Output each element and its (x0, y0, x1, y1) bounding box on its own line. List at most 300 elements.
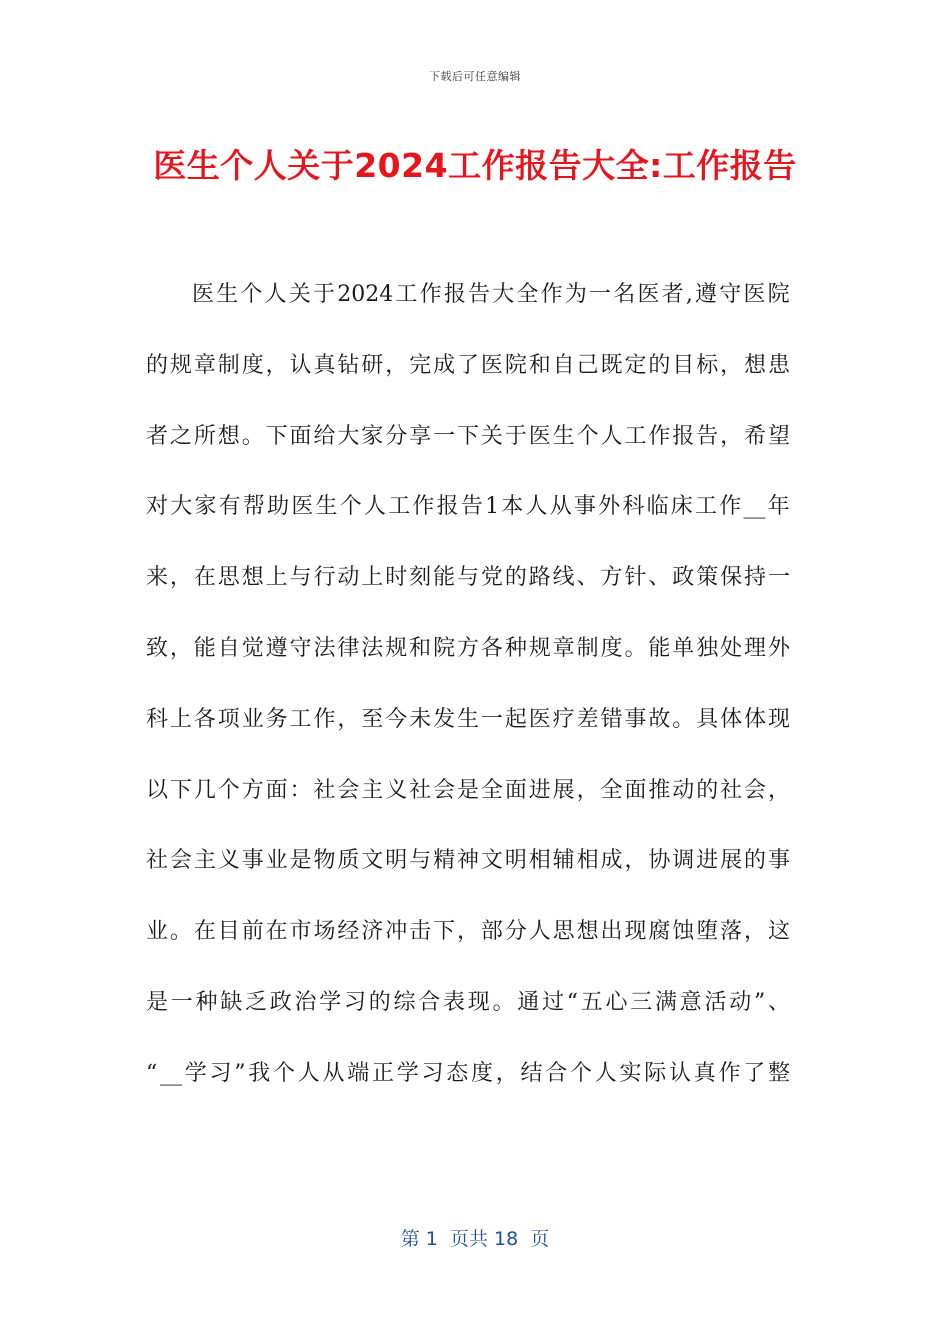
text-glyph: 实 (619, 1060, 642, 1086)
text-glyph: 从 (322, 1060, 345, 1086)
text-glyph: 助 (267, 494, 290, 520)
text-glyph: , (685, 282, 693, 307)
text-glyph: 会 (433, 777, 456, 803)
text-glyph: 的 (504, 565, 527, 591)
text-glyph: ， (624, 848, 647, 874)
text-glyph: 态 (446, 1060, 469, 1086)
text-glyph: 个 (339, 494, 362, 520)
text-glyph: ” (753, 989, 766, 1015)
text-glyph: 部 (480, 919, 503, 945)
text-glyph: 认 (668, 1060, 691, 1086)
text-glyph: 方 (241, 777, 264, 803)
text-glyph: 种 (195, 989, 218, 1015)
text-glyph: 路 (528, 565, 551, 591)
text-glyph: 下 (169, 777, 192, 803)
text-glyph: 综 (393, 989, 416, 1015)
text-glyph: 与 (456, 565, 479, 591)
body-text (146, 270, 790, 1120)
text-glyph: 标 (696, 352, 719, 378)
text-glyph: 作 (719, 494, 742, 520)
text-glyph: “ (566, 989, 578, 1015)
text-glyph: 大 (170, 494, 193, 520)
text-glyph: 报 (436, 494, 459, 520)
text-glyph: 、 (767, 989, 790, 1015)
text-glyph: 家 (361, 423, 384, 449)
text-glyph: 习 (209, 1060, 232, 1086)
text-glyph: ， (169, 635, 192, 661)
text-glyph: 五 (580, 989, 603, 1015)
text-glyph: 动 (672, 777, 695, 803)
text-glyph: 既 (600, 352, 623, 378)
text-glyph: 这 (767, 919, 790, 945)
text-glyph: 是 (289, 848, 312, 874)
text-glyph: 社 (720, 777, 743, 803)
text-glyph: 事 (573, 494, 596, 520)
text-glyph: 调 (672, 848, 695, 874)
text-glyph: 医 (637, 282, 660, 307)
text-glyph: 在 (193, 565, 216, 591)
text-glyph: 告 (696, 423, 719, 449)
text-glyph: 大 (337, 423, 360, 449)
text-glyph: 现 (624, 919, 647, 945)
text-glyph: 定 (624, 352, 647, 378)
text-glyph: 上 (265, 565, 288, 591)
text-glyph: 结 (520, 1060, 543, 1086)
text-glyph: 物 (313, 848, 336, 874)
text-glyph: 作 (313, 706, 336, 732)
text-glyph: 作 (718, 1060, 741, 1086)
text-glyph: 明 (385, 848, 408, 874)
text-glyph: 者 (661, 282, 684, 307)
text-glyph: 规 (385, 635, 408, 661)
text-glyph: 想 (241, 565, 264, 591)
text-glyph: 外 (767, 635, 790, 661)
text-glyph: 科 (622, 494, 645, 520)
text-glyph: 今 (385, 706, 408, 732)
text-glyph: 个 (217, 777, 240, 803)
text-glyph: 了 (456, 352, 479, 378)
text-glyph: 1 (485, 494, 500, 520)
text-glyph: 政 (672, 565, 695, 591)
text-glyph: 现 (767, 706, 790, 732)
text-glyph: 工 (624, 423, 647, 449)
text-glyph: 人 (363, 494, 386, 520)
text-glyph: 成 (600, 848, 623, 874)
text-glyph: 生 (456, 706, 479, 732)
text-glyph: 能 (648, 635, 671, 661)
text-glyph: 望 (767, 423, 790, 449)
text-glyph: 思 (552, 919, 575, 945)
text-glyph: 工 (695, 494, 718, 520)
text-glyph: 想 (744, 352, 767, 378)
text-glyph: 度 (600, 635, 623, 661)
text-glyph: 致 (146, 635, 169, 661)
text-glyph: 故 (648, 706, 671, 732)
text-glyph: 目 (217, 919, 240, 945)
text-glyph: 与 (289, 565, 312, 591)
paragraph-line (146, 412, 790, 483)
text-glyph: 能 (193, 635, 216, 661)
text-glyph: 过 (542, 989, 565, 1015)
text-glyph: 全 (480, 777, 503, 803)
text-glyph: 是 (146, 989, 169, 1015)
text-glyph: 关 (480, 423, 503, 449)
text-glyph: 医 (192, 282, 215, 307)
text-glyph: 章 (193, 352, 216, 378)
paragraph-line (146, 907, 790, 978)
text-glyph: 生 (552, 423, 575, 449)
text-glyph: 作 (648, 423, 671, 449)
text-glyph: 习 (344, 989, 367, 1015)
text-glyph: 治 (294, 989, 317, 1015)
text-glyph: ， (337, 706, 360, 732)
text-glyph: 会 (744, 777, 767, 803)
paragraph-line (146, 270, 790, 341)
text-glyph: 业 (241, 706, 264, 732)
text-glyph: 给 (313, 423, 336, 449)
text-glyph: 医 (528, 423, 551, 449)
text-glyph: 一 (589, 282, 612, 307)
text-glyph: 业 (265, 848, 288, 874)
text-glyph: 所 (193, 423, 216, 449)
text-glyph: 事 (241, 848, 264, 874)
text-glyph: 心 (605, 989, 628, 1015)
text-glyph: 规 (169, 352, 192, 378)
text-glyph: 人 (600, 423, 623, 449)
text-glyph: 认 (289, 352, 312, 378)
text-glyph: 方 (456, 635, 479, 661)
text-glyph: 对 (146, 494, 169, 520)
text-glyph: 事 (767, 848, 790, 874)
text-glyph: 意 (679, 989, 702, 1015)
text-glyph: 真 (693, 1060, 716, 1086)
text-glyph: 社 (146, 848, 169, 874)
text-glyph: 。 (241, 423, 264, 449)
text-glyph: 医 (528, 706, 551, 732)
text-glyph: 人 (525, 494, 548, 520)
text-glyph: 会 (169, 848, 192, 874)
text-glyph: 合 (418, 989, 441, 1015)
text-glyph: “ (146, 1060, 158, 1086)
text-glyph: 协 (648, 848, 671, 874)
text-glyph: 患 (767, 352, 790, 378)
text-glyph: 。 (672, 706, 695, 732)
text-glyph: 院 (767, 282, 790, 307)
text-glyph: 表 (443, 989, 466, 1015)
text-glyph: 质 (337, 848, 360, 874)
text-glyph: 下 (433, 919, 456, 945)
text-glyph: 规 (528, 635, 551, 661)
text-glyph: 为 (564, 282, 587, 307)
text-glyph: 觉 (241, 635, 264, 661)
text-glyph: 的 (696, 777, 719, 803)
text-glyph: 社 (409, 777, 432, 803)
text-glyph: 钻 (337, 352, 360, 378)
text-glyph: 未 (409, 706, 432, 732)
text-glyph: 生 (216, 282, 239, 307)
text-glyph: 面 (504, 777, 527, 803)
text-glyph: 下 (456, 423, 479, 449)
text-glyph: 社 (313, 777, 336, 803)
text-glyph: 事 (624, 706, 647, 732)
text-glyph: 政 (269, 989, 292, 1015)
text-glyph: 报 (672, 423, 695, 449)
text-glyph: 面 (289, 423, 312, 449)
text-glyph: 、 (576, 565, 599, 591)
text-glyph: 真 (313, 352, 336, 378)
text-glyph: 现 (467, 989, 490, 1015)
text-glyph: ， (169, 565, 192, 591)
text-glyph: 医 (480, 352, 503, 378)
page-number-footer: 第 1 页共 18 页 (400, 1228, 550, 1250)
text-glyph: 了 (743, 1060, 766, 1086)
text-glyph: 上 (361, 565, 384, 591)
text-glyph: 刻 (409, 565, 432, 591)
text-glyph: 床 (670, 494, 693, 520)
text-glyph: 人 (297, 1060, 320, 1086)
text-glyph: 整 (767, 1060, 790, 1086)
text-glyph: 体 (744, 706, 767, 732)
text-glyph: 出 (600, 919, 623, 945)
text-glyph: 一 (767, 565, 790, 591)
text-glyph: 人 (264, 282, 287, 307)
text-glyph: 是 (456, 777, 479, 803)
text-glyph: 进 (696, 848, 719, 874)
text-glyph: 习 (421, 1060, 444, 1086)
text-glyph: 工 (289, 706, 312, 732)
text-glyph: 我 (248, 1060, 271, 1086)
text-glyph: 活 (704, 989, 727, 1015)
text-glyph: 差 (576, 706, 599, 732)
text-glyph: 精 (433, 848, 456, 874)
text-glyph: 告 (468, 282, 491, 307)
text-glyph: 名 (613, 282, 636, 307)
text-glyph: 。 (624, 635, 647, 661)
text-glyph: 济 (361, 919, 384, 945)
text-glyph: 具 (696, 706, 719, 732)
text-glyph: 会 (337, 777, 360, 803)
text-glyph: 合 (545, 1060, 568, 1086)
text-glyph: 个 (272, 1060, 295, 1086)
paragraph-line (146, 978, 790, 1049)
text-glyph: 享 (409, 423, 432, 449)
text-glyph: 学 (319, 989, 342, 1015)
text-glyph: 临 (646, 494, 669, 520)
text-glyph: ， (767, 777, 790, 803)
text-glyph: 蚀 (672, 919, 695, 945)
text-glyph: 想 (217, 423, 240, 449)
text-glyph: 想 (576, 919, 599, 945)
text-glyph: 冲 (385, 919, 408, 945)
text-glyph: 研 (361, 352, 384, 378)
text-glyph: 业 (146, 919, 169, 945)
text-glyph: 与 (409, 848, 432, 874)
text-glyph: 针 (624, 565, 647, 591)
text-glyph: 务 (265, 706, 288, 732)
text-glyph: 进 (528, 777, 551, 803)
text-glyph: 在 (265, 919, 288, 945)
text-glyph: 有 (218, 494, 241, 520)
text-glyph: 作 (540, 282, 563, 307)
text-glyph: 的 (146, 352, 169, 378)
text-glyph: 击 (409, 919, 432, 945)
paragraph-line (146, 836, 790, 907)
text-glyph: 项 (217, 706, 240, 732)
text-glyph: 遵 (695, 282, 718, 307)
text-glyph: ， (744, 919, 767, 945)
paragraph-line (146, 482, 790, 553)
text-glyph: 目 (672, 352, 695, 378)
text-glyph: 各 (480, 635, 503, 661)
text-glyph: ” (234, 1060, 246, 1086)
text-glyph: 相 (528, 848, 551, 874)
text-glyph: 科 (146, 706, 169, 732)
text-glyph: ， (720, 423, 743, 449)
text-glyph: 来 (146, 565, 169, 591)
text-glyph: 。 (492, 989, 515, 1015)
text-glyph: 动 (729, 989, 752, 1015)
text-glyph: 疗 (552, 706, 575, 732)
text-glyph: 主 (361, 777, 384, 803)
text-glyph: 保 (720, 565, 743, 591)
text-glyph: 守 (289, 635, 312, 661)
text-glyph: 生 (315, 494, 338, 520)
text-glyph: 的 (368, 989, 391, 1015)
text-glyph: 作 (412, 494, 435, 520)
text-glyph: 个 (576, 423, 599, 449)
text-glyph: 市 (289, 919, 312, 945)
text-glyph: 于 (313, 282, 336, 307)
text-glyph: 工 (395, 282, 418, 307)
text-glyph: 全 (600, 777, 623, 803)
text-glyph: 医 (291, 494, 314, 520)
text-glyph: 本 (501, 494, 524, 520)
text-glyph: 度 (470, 1060, 493, 1086)
text-glyph: 上 (169, 706, 192, 732)
text-glyph: 至 (361, 706, 384, 732)
paragraph-line (146, 341, 790, 412)
text-glyph: 面 (624, 777, 647, 803)
text-glyph: 2024 (337, 282, 394, 307)
text-glyph: 和 (528, 352, 551, 378)
text-glyph: 作 (419, 282, 442, 307)
text-glyph: 一 (433, 423, 456, 449)
text-glyph: 外 (598, 494, 621, 520)
text-glyph: 文 (361, 848, 384, 874)
text-glyph: 年 (767, 494, 790, 520)
text-glyph: 学 (184, 1060, 207, 1086)
text-glyph: 满 (654, 989, 677, 1015)
paragraph-line (146, 553, 790, 624)
text-glyph: 主 (193, 848, 216, 874)
text-glyph: 文 (480, 848, 503, 874)
text-glyph: 一 (480, 706, 503, 732)
text-glyph: 学 (396, 1060, 419, 1086)
text-glyph: 线 (552, 565, 575, 591)
text-glyph: 各 (193, 706, 216, 732)
text-glyph: 人 (594, 1060, 617, 1086)
text-glyph: 从 (549, 494, 572, 520)
text-glyph: 几 (193, 777, 216, 803)
text-glyph: __ (743, 494, 766, 520)
text-glyph: ， (385, 352, 408, 378)
text-glyph: 际 (644, 1060, 667, 1086)
text-glyph: 自 (217, 635, 240, 661)
text-glyph: 起 (504, 706, 527, 732)
text-glyph: 一 (170, 989, 193, 1015)
text-glyph: 律 (337, 635, 360, 661)
text-glyph: ： (289, 777, 312, 803)
text-glyph: 人 (528, 919, 551, 945)
text-glyph: 分 (504, 919, 527, 945)
text-glyph: 守 (719, 282, 742, 307)
text-glyph: 在 (193, 919, 216, 945)
text-glyph: ， (576, 777, 599, 803)
text-glyph: 单 (672, 635, 695, 661)
text-glyph: 院 (433, 635, 456, 661)
text-glyph: 报 (443, 282, 466, 307)
text-glyph: 成 (433, 352, 456, 378)
text-glyph: ， (720, 352, 743, 378)
text-glyph: 辅 (552, 848, 575, 874)
text-glyph: 三 (630, 989, 653, 1015)
text-glyph: 法 (313, 635, 336, 661)
text-glyph: 以 (146, 777, 169, 803)
text-glyph: 希 (744, 423, 767, 449)
text-glyph: 于 (504, 423, 527, 449)
text-glyph: 个 (240, 282, 263, 307)
text-glyph: 关 (288, 282, 311, 307)
text-glyph: 完 (409, 352, 432, 378)
text-glyph: 发 (433, 706, 456, 732)
text-glyph: 乏 (245, 989, 268, 1015)
text-glyph: 错 (600, 706, 623, 732)
text-glyph: 缺 (220, 989, 243, 1015)
text-glyph: 时 (385, 565, 408, 591)
text-glyph: 的 (648, 352, 671, 378)
text-glyph: 章 (552, 635, 575, 661)
text-glyph: 院 (504, 352, 527, 378)
text-glyph: 相 (576, 848, 599, 874)
paragraph-line (146, 624, 790, 695)
text-glyph: ， (265, 352, 288, 378)
text-glyph: 下 (265, 423, 288, 449)
text-glyph: 独 (696, 635, 719, 661)
text-glyph: 体 (720, 706, 743, 732)
text-glyph: 端 (347, 1060, 370, 1086)
text-glyph: 义 (217, 848, 240, 874)
text-glyph: 工 (388, 494, 411, 520)
text-glyph: 个 (569, 1060, 592, 1086)
text-glyph: 神 (456, 848, 479, 874)
text-glyph: 能 (433, 565, 456, 591)
text-glyph: 场 (313, 919, 336, 945)
text-glyph: 告 (460, 494, 483, 520)
text-glyph: 堕 (696, 919, 719, 945)
text-glyph: 理 (744, 635, 767, 661)
text-glyph: 度 (241, 352, 264, 378)
text-glyph: 策 (696, 565, 719, 591)
text-glyph: 展 (552, 777, 575, 803)
text-glyph: 家 (194, 494, 217, 520)
text-glyph: 大 (492, 282, 515, 307)
paragraph-line (146, 766, 790, 837)
text-glyph: 正 (371, 1060, 394, 1086)
text-glyph: 面 (265, 777, 288, 803)
text-glyph: 制 (217, 352, 240, 378)
text-glyph: ， (495, 1060, 518, 1086)
text-glyph: 分 (385, 423, 408, 449)
